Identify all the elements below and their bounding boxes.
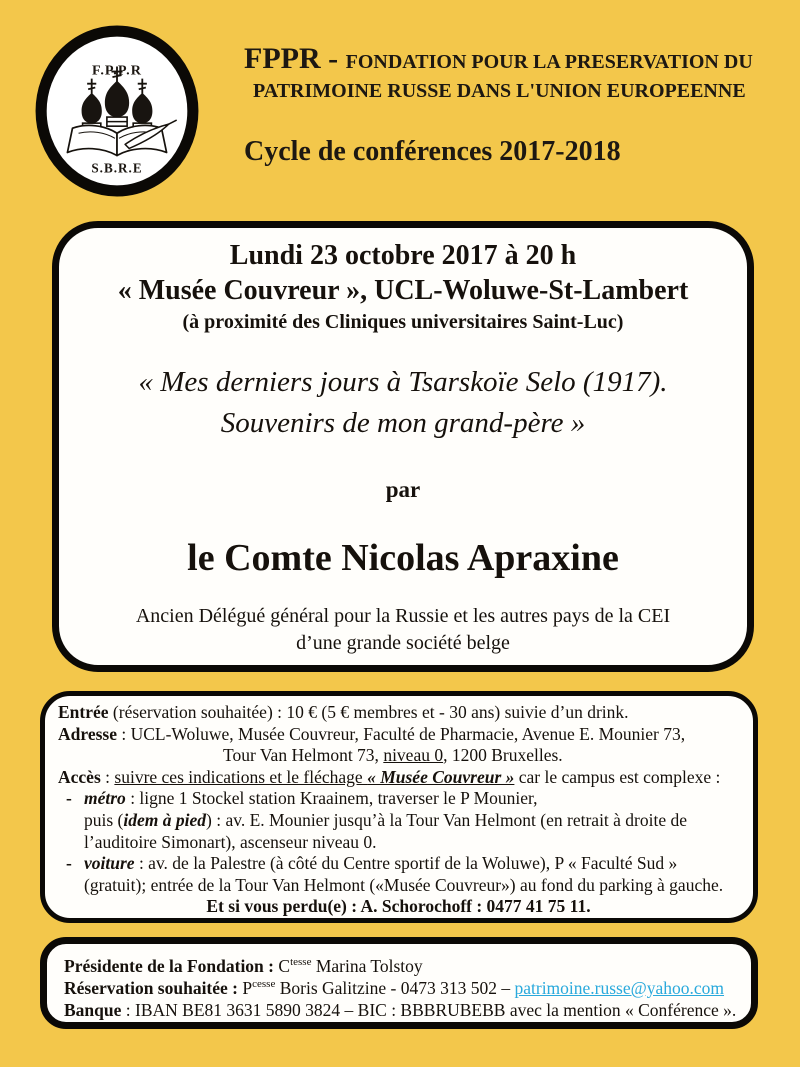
header-text-block <box>244 42 784 168</box>
metro2-post: ) : av. E. Mounier jusqu’à la Tour Van Helmont (en retrait à droite de <box>206 809 688 830</box>
entree-line <box>58 702 739 724</box>
metro-line3: l’auditoire Simonart), ascenseur niveau 0. <box>84 831 377 852</box>
talk-title-line1: « Mes derniers jours à Tsarskoïe Selo (1917). <box>138 366 668 398</box>
speaker-description <box>59 603 747 657</box>
org-abbr: FPPR - <box>244 42 346 75</box>
acces-line <box>58 767 739 789</box>
bullet-dash: - <box>66 853 72 874</box>
speaker-description-line1: Ancien Délégué général pour la Russie et les autres pays de la CEI <box>135 605 671 627</box>
reservation-title: P <box>238 978 253 998</box>
voiture-line <box>58 853 739 875</box>
org-name-line1 <box>244 42 784 79</box>
event-date: Lundi 23 octobre 2017 à 20 h <box>229 240 577 271</box>
adresse-text: : UCL-Woluwe, Musée Couvreur, Faculté de Pharmacie, Avenue E. Mounier 73, <box>116 723 686 744</box>
adresse2-pre: Tour Van Helmont 73, <box>223 745 384 766</box>
adresse-line <box>58 724 739 746</box>
metro-label: métro <box>84 788 126 809</box>
event-proximity: (à proximité des Cliniques universitaires Saint-Luc) <box>182 311 624 333</box>
acces-post: car le campus est complexe : <box>514 766 721 787</box>
presidente-line <box>64 955 737 977</box>
practical-info-box <box>40 691 758 923</box>
if-lost-line: Et si vous perdu(e) : A. Schorochoff : 0477 41 75 11. <box>206 896 591 917</box>
entree-text: (réservation souhaitée) : 10 € (5 € membres et - 30 ans) suivie d’un drink. <box>108 702 629 722</box>
banque-line <box>64 999 737 1021</box>
email-link[interactable]: patrimoine.russe@yahoo.com <box>514 978 725 998</box>
bullet-dash: - <box>66 788 72 809</box>
entree-label: Entrée <box>58 702 109 722</box>
metro-line <box>58 788 739 810</box>
logo-top-text: F.P.P.R <box>92 62 142 79</box>
metro-line2 <box>58 810 739 832</box>
presidente-name: Marina Tolstoy <box>311 956 423 976</box>
metro2-italic: idem à pied <box>123 809 206 830</box>
logo-bottom-text: S.B.R.E <box>91 160 143 176</box>
niveau-underlined: niveau 0 <box>383 745 444 766</box>
metro-text: : ligne 1 Stockel station Kraainem, traverser le P Mounier, <box>125 788 538 809</box>
adresse-line2 <box>58 745 739 767</box>
acces-label: Accès <box>58 766 101 787</box>
voiture-text: : av. de la Palestre (à côté du Centre sportif de la Woluwe), P « Faculté Sud » <box>134 853 678 874</box>
acces-sep: : <box>100 766 115 787</box>
talk-title <box>59 362 747 444</box>
reservation-title-sup: cesse <box>252 978 276 991</box>
contact-box <box>40 937 758 1029</box>
event-venue: « Musée Couvreur », UCL-Woluwe-St-Lambert <box>117 275 689 306</box>
banque-label: Banque <box>64 1000 122 1020</box>
speaker-name: le Comte Nicolas Apraxine <box>187 537 619 579</box>
reservation-text: Boris Galitzine - 0473 313 502 – <box>275 978 515 998</box>
voiture-label: voiture <box>84 853 135 874</box>
org-name-part1: FONDATION POUR LA PRESERVATION DU <box>345 51 753 73</box>
presidente-title: C <box>274 956 291 976</box>
fppr-logo-icon <box>34 25 200 197</box>
by-label: par <box>385 477 421 502</box>
talk-title-line2: Souvenirs de mon grand-père » <box>220 407 586 439</box>
presidente-title-sup: tesse <box>290 956 312 969</box>
speaker-description-line2: d’une grande société belge <box>296 632 510 654</box>
metro2-pre: puis ( <box>84 809 124 830</box>
acces-link-text: suivre ces indications et le fléchage <box>114 766 368 787</box>
cycle-title: Cycle de conférences 2017-2018 <box>244 136 621 167</box>
org-name-line2: PATRIMOINE RUSSE DANS L'UNION EUROPEENNE <box>253 80 746 102</box>
fppr-logo <box>34 25 200 197</box>
acces-underlined <box>114 767 514 787</box>
adresse2-post: , 1200 Bruxelles. <box>443 745 563 766</box>
reservation-line <box>64 977 737 999</box>
presidente-label: Présidente de la Fondation : <box>64 956 274 976</box>
event-box <box>52 221 754 672</box>
banque-text: : IBAN BE81 3631 5890 3824 – BIC : BBBRUBEBB avec la mention « Conférence ». <box>121 1000 737 1020</box>
adresse-label: Adresse <box>58 723 117 744</box>
voiture-line2: (gratuit); entrée de la Tour Van Helmont («Musée Couvreur») au fond du parking à gauche. <box>84 874 724 895</box>
reservation-label: Réservation souhaitée : <box>64 978 239 998</box>
acces-link-bold: « Musée Couvreur » <box>367 766 515 787</box>
